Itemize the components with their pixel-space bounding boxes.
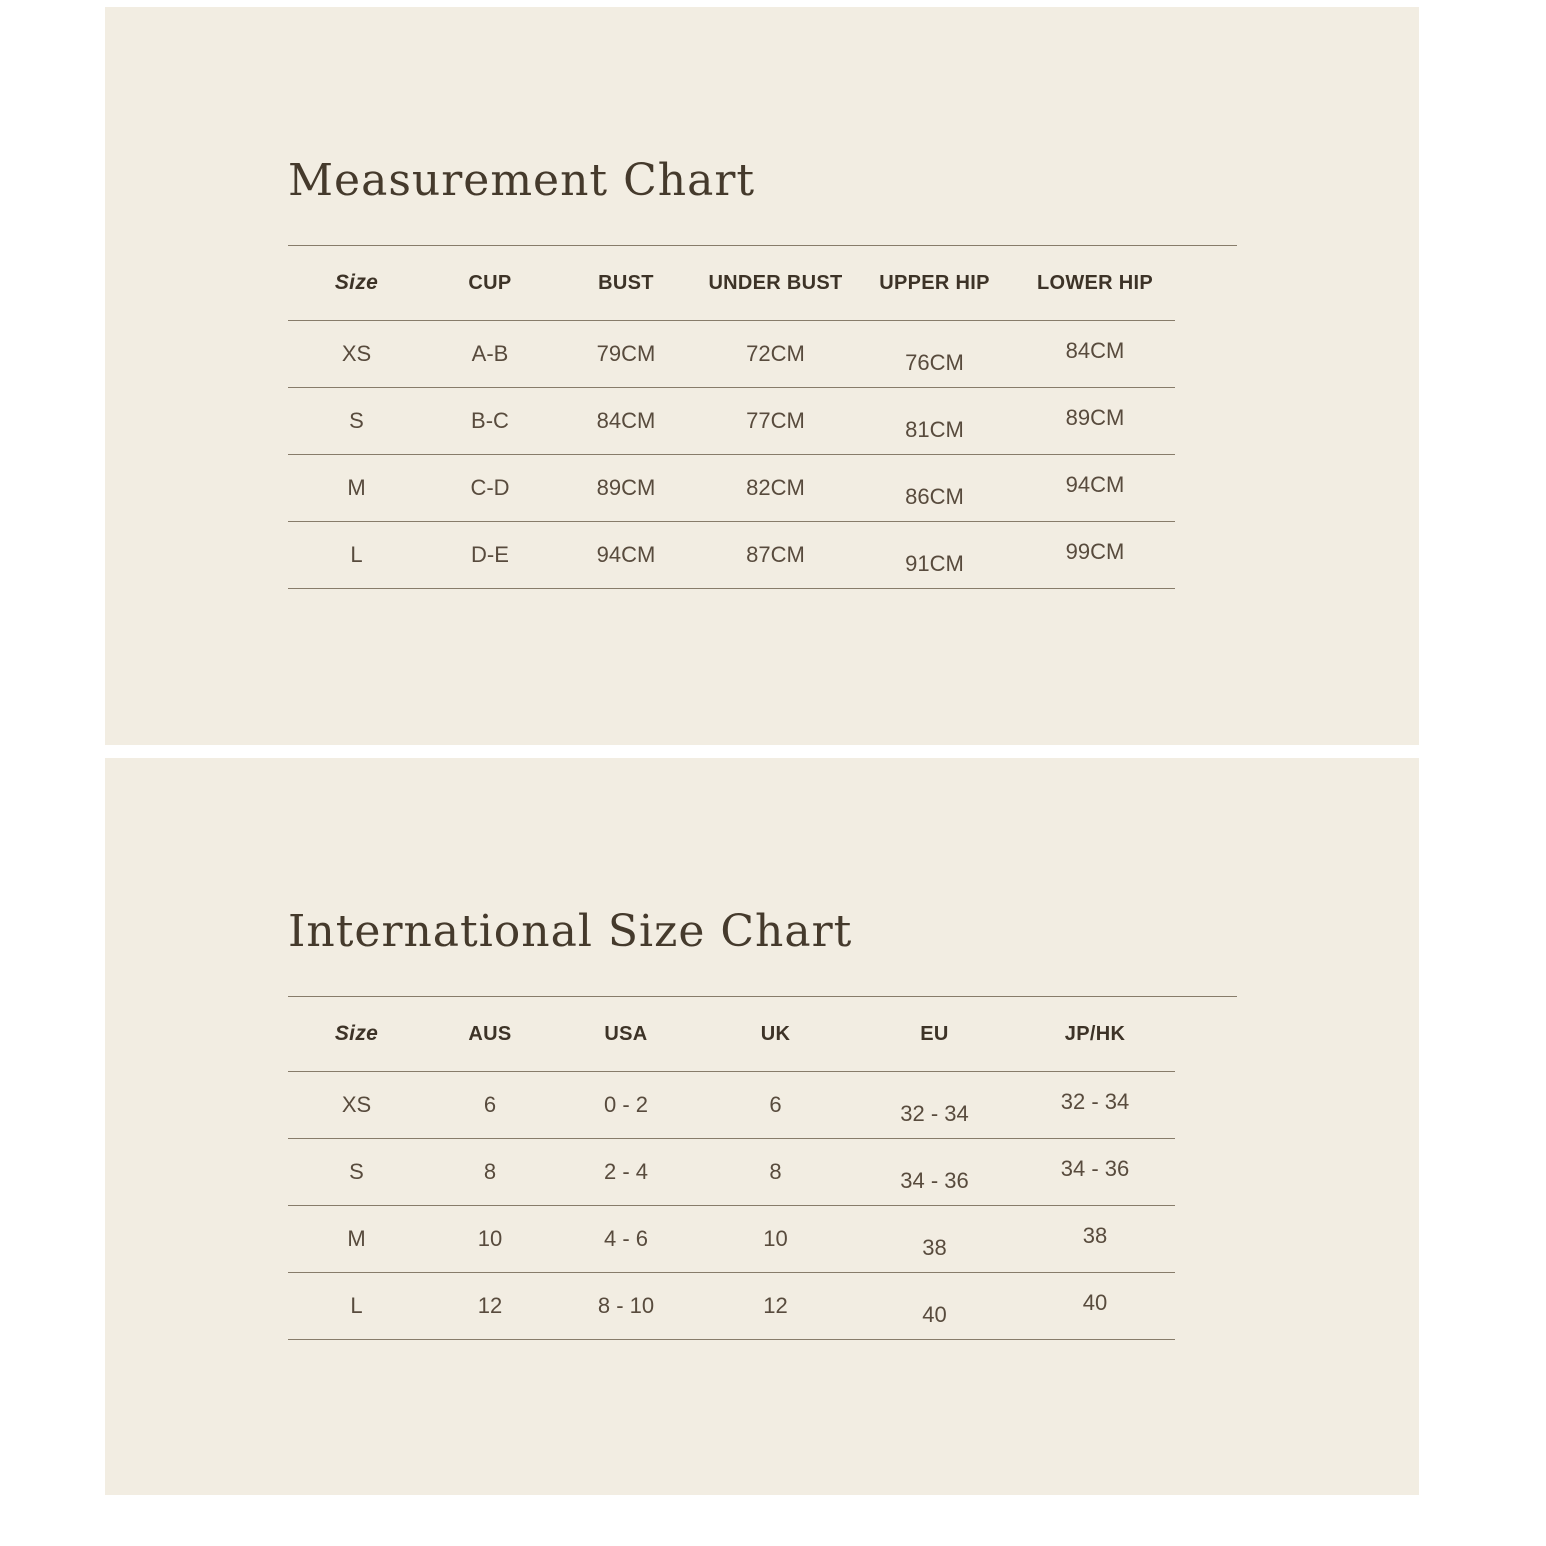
table-cell: 8 (483, 1159, 497, 1184)
measurement-chart-title: Measurement Chart (288, 155, 756, 206)
table-cell: D-E (471, 542, 509, 567)
table-cell: 77CM (746, 408, 805, 433)
measurement-chart-table (288, 245, 1237, 589)
table-row (288, 1139, 1175, 1206)
table-cell: L (350, 1293, 363, 1318)
measurement-chart-panel (105, 7, 1419, 745)
table-cell: 34 - 36 (900, 1168, 969, 1193)
table-cell: 40 (1082, 1290, 1108, 1315)
table-cell: S (349, 1159, 364, 1184)
international-size-chart-header-row (288, 997, 1175, 1072)
table-cell: 72CM (746, 341, 805, 366)
table-cell: 89CM (1065, 405, 1125, 430)
column-header-cup: CUP (468, 271, 512, 294)
table-cell: 32 - 34 (1060, 1089, 1130, 1114)
table-cell: 81CM (905, 417, 964, 442)
international-size-chart-title: International Size Chart (288, 906, 853, 957)
table-cell: 82CM (746, 475, 805, 500)
table-cell: M (347, 475, 366, 500)
measurement-chart-table-body (288, 321, 1175, 589)
table-cell: S (349, 408, 364, 433)
table-cell: 89CM (596, 475, 656, 500)
table-cell: 86CM (905, 484, 964, 509)
column-header-size: Size (334, 271, 379, 294)
column-header-under-bust: UNDER BUST (708, 271, 843, 294)
table-cell: 91CM (905, 551, 964, 576)
measurement-chart-header-row (288, 246, 1175, 321)
table-row (288, 388, 1175, 455)
table-cell: 6 (769, 1092, 782, 1117)
table-cell: 84CM (596, 408, 656, 433)
column-header-eu: EU (920, 1022, 949, 1045)
table-cell: C-D (470, 475, 510, 500)
table-cell: 32 - 34 (900, 1101, 969, 1126)
table-cell: 87CM (746, 542, 805, 567)
table-cell: 38 (1082, 1223, 1108, 1248)
table-cell: 12 (477, 1293, 503, 1318)
table-cell: 79CM (596, 341, 656, 366)
table-cell: 4 - 6 (603, 1226, 649, 1251)
table-row (288, 321, 1175, 388)
table-row (288, 522, 1175, 589)
column-header-uk: UK (760, 1022, 791, 1045)
table-cell: 94CM (1065, 472, 1125, 497)
column-header-usa: USA (604, 1022, 648, 1045)
table-cell: 2 - 4 (603, 1159, 649, 1184)
table-row (288, 455, 1175, 522)
column-header-aus: AUS (468, 1022, 512, 1045)
table-cell: 6 (483, 1092, 497, 1117)
international-size-chart-panel (105, 758, 1419, 1495)
table-cell: B-C (471, 408, 509, 433)
column-header-jp-hk: JP/HK (1064, 1022, 1126, 1045)
column-header-lower-hip: LOWER HIP (1036, 271, 1154, 294)
table-cell: 76CM (905, 350, 964, 375)
table-row (288, 1206, 1175, 1273)
table-cell: 10 (763, 1226, 788, 1251)
table-cell: 12 (763, 1293, 788, 1318)
column-header-bust: BUST (598, 271, 654, 294)
international-size-chart-table-body (288, 1072, 1175, 1340)
table-cell: XS (341, 341, 372, 366)
table-cell: A-B (471, 341, 509, 366)
table-row (288, 1072, 1175, 1139)
table-cell: 34 - 36 (1060, 1156, 1130, 1181)
column-header-size: Size (334, 1022, 379, 1045)
table-cell: 40 (922, 1302, 947, 1327)
table-cell: 94CM (596, 542, 656, 567)
table-cell: 99CM (1065, 539, 1125, 564)
table-cell: M (347, 1226, 366, 1251)
table-cell: 84CM (1065, 338, 1125, 363)
table-cell: 8 (769, 1159, 782, 1184)
table-cell: 0 - 2 (603, 1092, 649, 1117)
table-cell: XS (341, 1092, 372, 1117)
table-row (288, 1273, 1175, 1340)
table-cell: 8 - 10 (597, 1293, 655, 1318)
column-header-upper-hip: UPPER HIP (879, 271, 990, 294)
table-cell: L (350, 542, 363, 567)
table-cell: 38 (922, 1235, 947, 1260)
table-cell: 10 (477, 1226, 503, 1251)
international-size-chart-table (288, 996, 1237, 1340)
